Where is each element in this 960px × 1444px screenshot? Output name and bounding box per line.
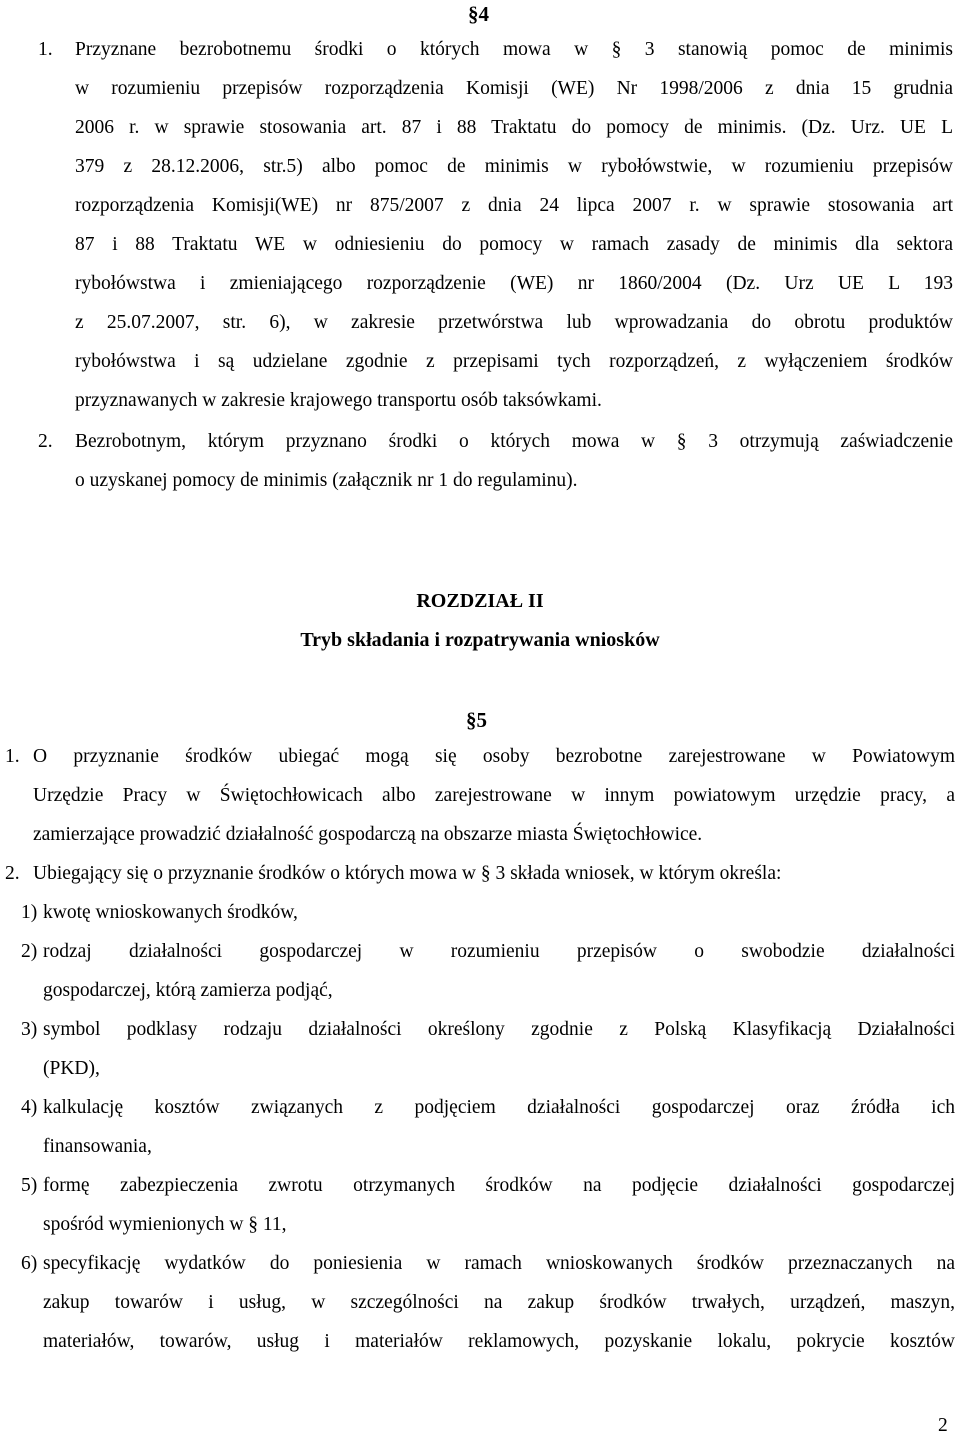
paragraph-line: zamierzające prowadzić działalność gospodarczą na obszarze miasta Świętochłowice. [33,824,703,845]
list-item-number: 5) [21,1175,38,1196]
paragraph-line: O przyznanie środków ubiegać mogą się osoby bezrobotne zarejestrowane w Powiatowym [33,746,955,767]
paragraph-line: o uzyskanej pomocy de minimis (załącznik nr 1 do regulaminu). [75,470,578,491]
list-item-text: specyfikację wydatków do poniesienia w ramach wnioskowanych środków przeznaczanych na [43,1253,955,1274]
list-item-text: kalkulację kosztów związanych z podjęciem działalności gospodarczej oraz źródła ich [43,1097,955,1118]
paragraph-line: 2006 r. w sprawie stosowania art. 87 i 88 Traktatu do pomocy de minimis. (Dz. Urz. UE L [75,117,953,138]
chapter-title: ROZDZIAŁ II [416,590,544,612]
paragraph-line: rybołówstwa i są udzielane zgodnie z przepisami tych rozporządzeń, z wyłączeniem środków [75,351,953,372]
list-item-text: symbol podklasy rodzaju działalności określony zgodnie z Polską Klasyfikacją Działalności [43,1019,955,1040]
section-5-heading: §5 [466,708,487,732]
section-5-item-1-number: 1. [5,746,20,767]
list-item-number: 1) [21,902,38,923]
paragraph-line: rybołówstwa i zmieniającego rozporządzenie (WE) nr 1860/2004 (Dz. Urz UE L 193 [75,273,953,294]
paragraph-line: z 25.07.2007, str. 6), w zakresie przetwórstwa lub wprowadzania do obrotu produktów [75,312,953,333]
page-number: 2 [938,1415,948,1436]
paragraph-line: Przyznane bezrobotnemu środki o których mowa w § 3 stanowią pomoc de minimis [75,39,953,60]
list-item-text: rodzaj działalności gospodarczej w rozumieniu przepisów o swobodzie działalności [43,941,955,962]
list-item-text: zakup towarów i usług, w szczególności na zakup środków trwałych, urządzeń, maszyn, [43,1292,955,1313]
section-4-item-2-number: 2. [38,431,53,452]
chapter-subtitle: Tryb składania i rozpatrywania wniosków [300,629,660,651]
list-item-number: 3) [21,1019,38,1040]
list-item-text: formę zabezpieczenia zwrotu otrzymanych środków na podjęcie działalności gospodarczej [43,1175,955,1196]
section-4-heading: §4 [468,2,489,26]
list-item-number: 2) [21,941,38,962]
list-item-number: 6) [21,1253,38,1274]
list-item-text: gospodarczej, którą zamierza podjąć, [43,980,333,1001]
list-item-text: kwotę wnioskowanych środków, [43,902,298,923]
section-4-item-1-number: 1. [38,39,53,60]
paragraph-line: przyznawanych w zakresie krajowego transportu osób taksówkami. [75,390,602,411]
list-item-text: materiałów, towarów, usług i materiałów reklamowych, pozyskanie lokalu, pokrycie kosztów [43,1331,955,1352]
section-5-item-2-text: Ubiegający się o przyznanie środków o których mowa w § 3 składa wniosek, w którym określa: [33,863,782,884]
paragraph-line: Urzędzie Pracy w Świętochłowicach albo zarejestrowane w innym powiatowym urzędzie pracy, a [33,785,955,806]
paragraph-line: 379 z 28.12.2006, str.5) albo pomoc de minimis w rybołówstwie, w rozumieniu przepisów [75,156,953,177]
list-item-text: (PKD), [43,1058,100,1079]
paragraph-line: rozporządzenia Komisji(WE) nr 875/2007 z dnia 24 lipca 2007 r. w sprawie stosowania art [75,195,953,216]
paragraph-line: w rozumieniu przepisów rozporządzenia Komisji (WE) Nr 1998/2006 z dnia 15 grudnia [75,78,953,99]
paragraph-line: Bezrobotnym, którym przyznano środki o których mowa w § 3 otrzymują zaświadczenie [75,431,953,452]
section-5-item-2-number: 2. [5,863,20,884]
list-item-number: 4) [21,1097,38,1118]
list-item-text: spośród wymienionych w § 11, [43,1214,287,1235]
paragraph-line: 87 i 88 Traktatu WE w odniesieniu do pomocy w ramach zasady de minimis dla sektora [75,234,953,255]
list-item-text: finansowania, [43,1136,152,1157]
